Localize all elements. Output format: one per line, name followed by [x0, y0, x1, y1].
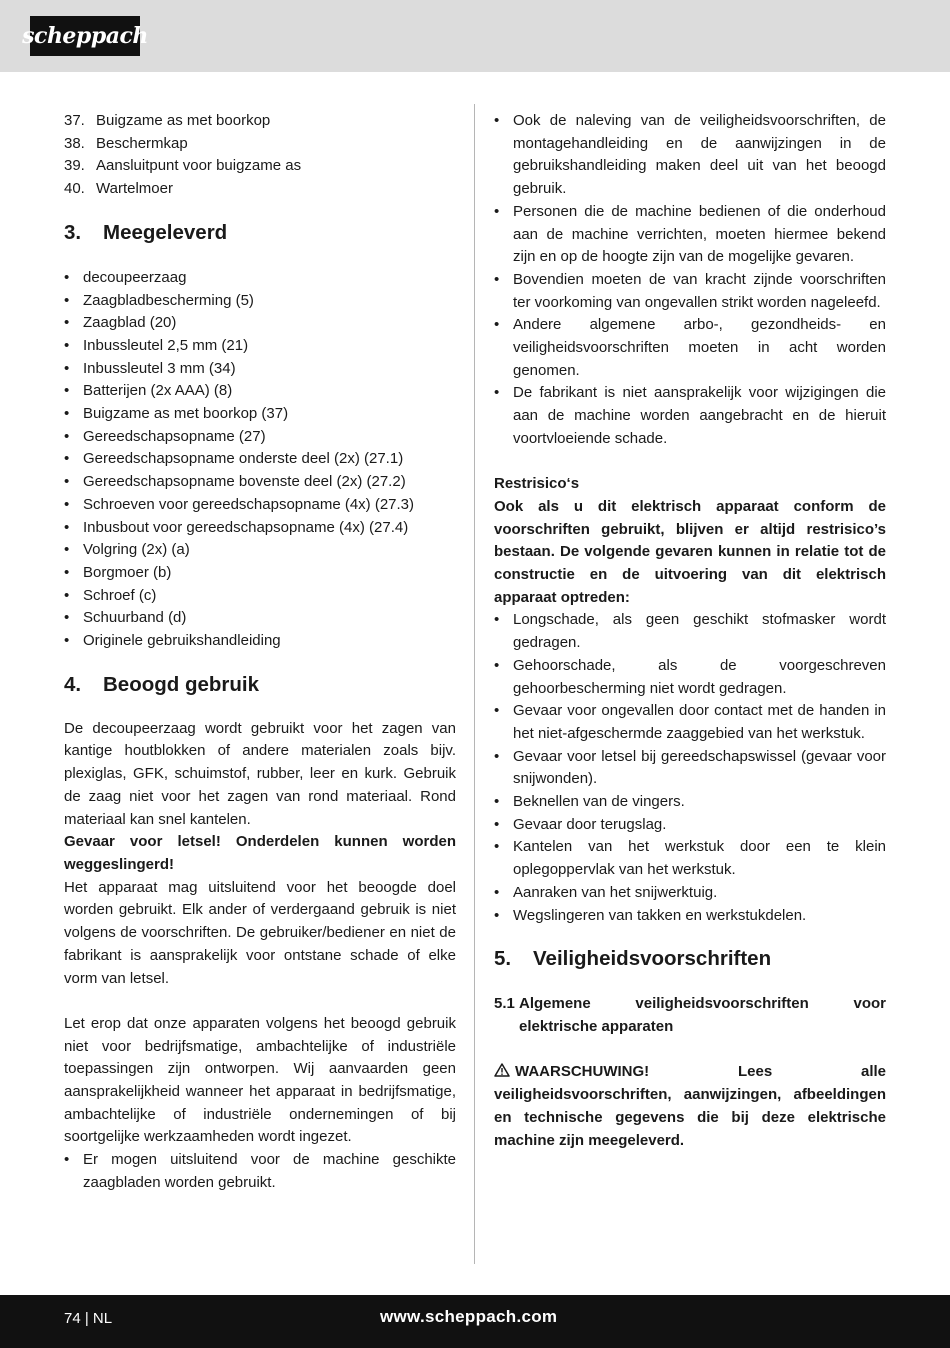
list-item: • Buigzame as met boorkop (37)	[64, 405, 289, 423]
intended-use-paragraph: De decoupeerzaag wordt gebruikt voor het zagen van kantige houtblokken of andere materialen zoals bijv. plexiglas, GFK, schuimstof, rubber, leer en kurk. Gebruik de zaag niet voor het zagen van rond materiaal. Rond materiaal kan snel kantelen.	[64, 719, 456, 828]
list-item: • Batterijen (2x AAA) (8)	[64, 382, 233, 400]
list-item: • Originele gebruikshandleiding	[64, 632, 281, 650]
intended-use-paragraph-3: Let erop dat onze apparaten volgens het beoogd gebruik niet voor bedrijfsmatige, ambachtelijke of industriële toepassingen zijn ontworpen. Wij aanvaarden geen aansprakelijkheid wanneer het apparaat in bedrijfsmatige, ambachtelijke of industriële ondernemingen of bij soortgelijke werkzaamheden wordt ingezet.	[64, 1014, 456, 1146]
list-item: • Kantelen van het werkstuk door een te klein oplegoppervlak van het werkstuk.	[494, 838, 886, 879]
list-item: • Gehoorschade, als de voorgeschreven gehoorbescherming niet wordt gedragen.	[494, 656, 886, 697]
list-item: 39. Aansluitpunt voor buigzame as	[64, 157, 302, 175]
list-item: • Wegslingeren van takken en werkstukdelen.	[494, 906, 807, 924]
list-item: • Ook de naleving van de veiligheidsvoorschriften, de montagehandleiding en de aanwijzingen in de gebruikshandleiding maken deel uit van het beoogd gebruik.	[494, 112, 886, 198]
list-item: • Er mogen uitsluitend voor de machine geschikte zaagbladen worden gebruikt.	[64, 1151, 456, 1191]
page-footer	[0, 1295, 950, 1348]
list-item: • decoupeerzaag	[64, 268, 187, 286]
list-item: • Gevaar voor ongevallen door contact met de handen in het niet-afgeschermde zaaggebied van het werkstuk.	[494, 702, 886, 742]
list-item: • Schuurband (d)	[64, 609, 187, 627]
list-item: • Inbussleutel 2,5 mm (21)	[64, 336, 249, 354]
list-item: • Gereedschapsopname (27)	[64, 427, 266, 445]
list-item: • Andere algemene arbo-, gezondheids- en veiligheidsvoorschriften moeten in acht worden genomen.	[494, 316, 886, 379]
left-column	[64, 110, 456, 1195]
list-item: • Zaagblad (20)	[64, 314, 177, 332]
subsection-heading-5-1: 5.1 Algemene veiligheidsvoorschriften voor elektrische apparaten	[494, 995, 886, 1035]
residual-risks-list	[494, 609, 886, 927]
intended-use-list	[64, 1149, 456, 1194]
parts-list	[64, 110, 456, 201]
list-item: • Gevaar voor letsel bij gereedschapswissel (gevaar voor snijwonden).	[494, 747, 886, 788]
right-column	[494, 110, 886, 1152]
list-item: 40. Wartelmoer	[64, 180, 173, 198]
website-url: www.scheppach.com	[380, 1307, 558, 1326]
residual-risks-title: Restrisico‘s	[494, 475, 580, 493]
section-heading-5: 5. Veiligheidsvoorschriften	[494, 947, 772, 971]
list-item: • Personen die de machine bedienen of die onderhoud aan de machine verrichten, moeten hiermee bekend zijn en op de hoogte zijn van de mogelijke gevaren.	[494, 202, 886, 266]
list-item: • Inbussleutel 3 mm (34)	[64, 359, 236, 377]
injury-warning: Gevaar voor letsel! Onderdelen kunnen worden weggeslingerd!	[64, 833, 456, 873]
list-item: • Inbusbout voor gereedschapsopname (4x) (27.4)	[64, 518, 409, 536]
intended-use-paragraph-2: Het apparaat mag uitsluitend voor het beoogde doel worden gebruikt. Elk ander of verdergaand gebruik is niet volgens de voorschriften. De gebruiker/bediener en niet de fabrikant is aansprakelijk voor ontstane schade of elke vorm van letsel.	[64, 878, 456, 987]
usage-rules-list	[494, 110, 886, 451]
list-item: • Beknellen van de vingers.	[494, 793, 685, 811]
list-item: • Gevaar door terugslag.	[494, 815, 667, 833]
list-item: 37. Buigzame as met boorkop	[64, 112, 271, 129]
section-heading-4: 4. Beoogd gebruik	[64, 672, 260, 696]
section-heading-3: 3. Meegeleverd	[64, 220, 228, 244]
list-item: • De fabrikant is niet aansprakelijk voor wijzigingen die aan de machine worden aangebracht en de hieruit voortvloeiende schade.	[494, 384, 886, 447]
list-item: 38. Beschermkap	[64, 134, 188, 152]
list-item: • Bovendien moeten de van kracht zijnde voorschriften ter voorkoming van ongevallen strikt worden nageleefd.	[494, 270, 886, 311]
list-item: • Gereedschapsopname onderste deel (2x) (27.1)	[64, 450, 404, 468]
page-number: 74 | NL	[64, 1310, 113, 1327]
list-item: • Borgmoer (b)	[64, 563, 172, 581]
list-item: • Schroef (c)	[64, 586, 157, 604]
list-item: • Gereedschapsopname bovenste deel (2x) (27.2)	[64, 473, 406, 491]
scope-of-delivery-list	[64, 267, 456, 653]
safety-warning: WAARSCHUWING! Lees alle veiligheidsvoorschriften, aanwijzingen, afbeeldingen en technische gegevens die bij deze elektrische machine zijn meegeleverd.	[494, 1063, 886, 1149]
list-item: • Aanraken van het snijwerktuig.	[494, 883, 718, 901]
brand-logo: scheppach	[30, 16, 140, 56]
residual-risks-intro: Ook als u dit elektrisch apparaat conform de voorschriften gebruikt, blijven er altijd restrisico’s bestaan. De volgende gevaren kunnen in relatie tot de constructie en de uitvoering van dit elektrisch apparaat optreden:	[494, 497, 886, 606]
warning-triangle-icon	[494, 1063, 510, 1077]
list-item: • Zaagbladbescherming (5)	[64, 291, 254, 309]
column-divider	[474, 104, 475, 1264]
list-item: • Schroeven voor gereedschapsopname (4x) (27.3)	[64, 495, 415, 513]
list-item: • Longschade, als geen geschikt stofmasker wordt gedragen.	[494, 611, 886, 652]
page-header	[0, 0, 950, 72]
list-item: • Volgring (2x) (a)	[64, 541, 190, 559]
